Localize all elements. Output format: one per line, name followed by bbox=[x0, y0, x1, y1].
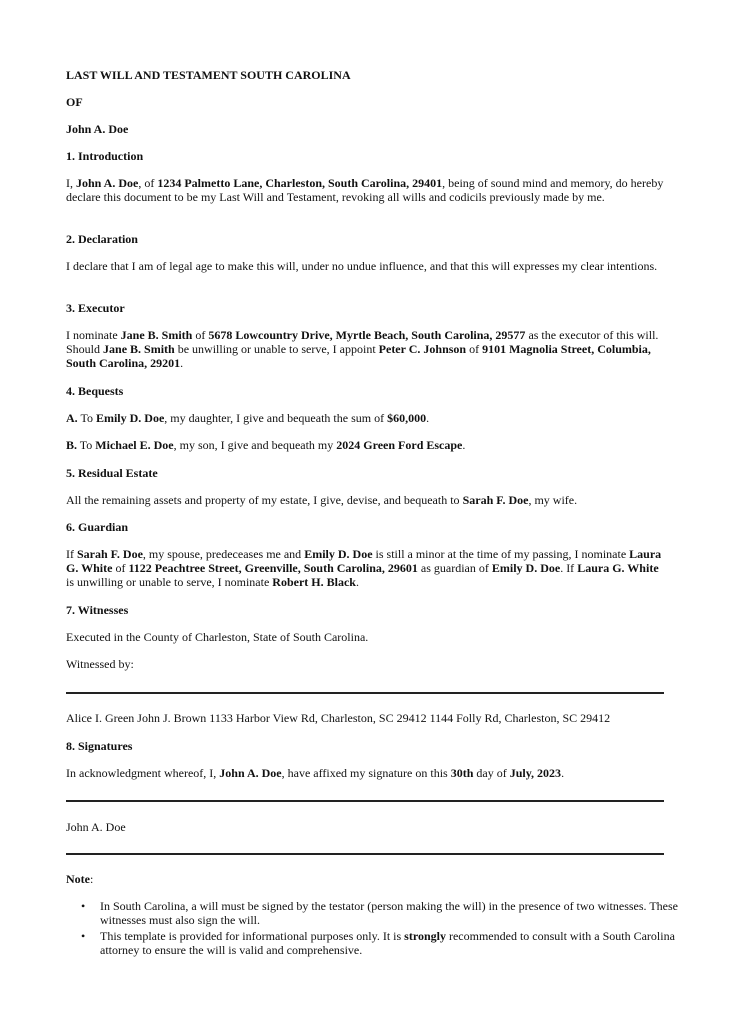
section-heading-guardian: 6. Guardian bbox=[66, 520, 129, 534]
guardian-paragraph: If Sarah F. Doe, my spouse, predeceases me and Emily D. Doe is still a minor at the time of my passing, I nominate Laura G. White of 1122 Peachtree Street, Greenville, South Carolina, 29601 as guardian of Emily D. Doe. If Laura G. White is unwilling or unable to serve, I nominate Robert H. Black. bbox=[66, 547, 662, 589]
document-of: OF bbox=[66, 95, 83, 109]
witness-details: Alice I. Green John J. Brown 1133 Harbor View Rd, Charleston, SC 29412 1144 Folly Rd, Charleston, SC 29412 bbox=[66, 711, 611, 725]
note-item: • This template is provided for informational purposes only. It is strongly recommended to consult with a South Carolina attorney to ensure the will is valid and comprehensive. bbox=[81, 929, 675, 957]
section-heading-executor: 3. Executor bbox=[66, 301, 125, 315]
section-heading-introduction: 1. Introduction bbox=[66, 149, 144, 163]
bullet-icon: • bbox=[81, 929, 86, 943]
section-heading-declaration: 2. Declaration bbox=[66, 232, 138, 246]
executed-statement: Executed in the County of Charleston, State of South Carolina. bbox=[66, 630, 369, 644]
witness-signature-line bbox=[66, 692, 664, 694]
signature-paragraph: In acknowledgment whereof, I, John A. Doe, have affixed my signature on this 30th day of July, 2023. bbox=[66, 766, 565, 780]
bequest-a: A. To Emily D. Doe, my daughter, I give and bequeath the sum of $60,000. bbox=[66, 411, 430, 425]
note-list bbox=[66, 899, 698, 959]
note-item: • In South Carolina, a will must be signed by the testator (person making the will) in the presence of two witnesses. These witnesses must also sign the will. bbox=[81, 899, 678, 927]
note-label: Note: bbox=[66, 872, 94, 886]
declaration-paragraph: I declare that I am of legal age to make this will, under no undue influence, and that this will expresses my clear intentions. bbox=[66, 259, 658, 273]
section-heading-residual-estate: 5. Residual Estate bbox=[66, 466, 158, 480]
signature-line-top bbox=[66, 800, 664, 802]
bullet-icon: • bbox=[81, 899, 86, 913]
signer-name: John A. Doe bbox=[66, 820, 126, 834]
section-heading-signatures: 8. Signatures bbox=[66, 739, 133, 753]
witnessed-by-label: Witnessed by: bbox=[66, 657, 134, 671]
residual-estate-paragraph: All the remaining assets and property of my estate, I give, devise, and bequeath to Sarah F. Doe, my wife. bbox=[66, 493, 578, 507]
signature-line-bottom bbox=[66, 853, 664, 855]
testator-name: John A. Doe bbox=[66, 122, 129, 136]
executor-paragraph: I nominate Jane B. Smith of 5678 Lowcountry Drive, Myrtle Beach, South Carolina, 29577 as the executor of this will. Should Jane B. Smith be unwilling or unable to serve, I appoint Peter C. Johnson of 9101 Magnolia Street, Columbia, South Carolina, 29201. bbox=[66, 328, 659, 370]
introduction-paragraph: I, John A. Doe, of 1234 Palmetto Lane, Charleston, South Carolina, 29401, being of sound mind and memory, do hereby declare this document to be my Last Will and Testament, revoking all wills and codicils previously made by me. bbox=[66, 176, 664, 204]
section-heading-witnesses: 7. Witnesses bbox=[66, 603, 129, 617]
section-heading-bequests: 4. Bequests bbox=[66, 384, 124, 398]
bequest-b: B. To Michael E. Doe, my son, I give and bequeath my 2024 Green Ford Escape. bbox=[66, 438, 466, 452]
document-title: LAST WILL AND TESTAMENT SOUTH CAROLINA bbox=[66, 68, 351, 82]
